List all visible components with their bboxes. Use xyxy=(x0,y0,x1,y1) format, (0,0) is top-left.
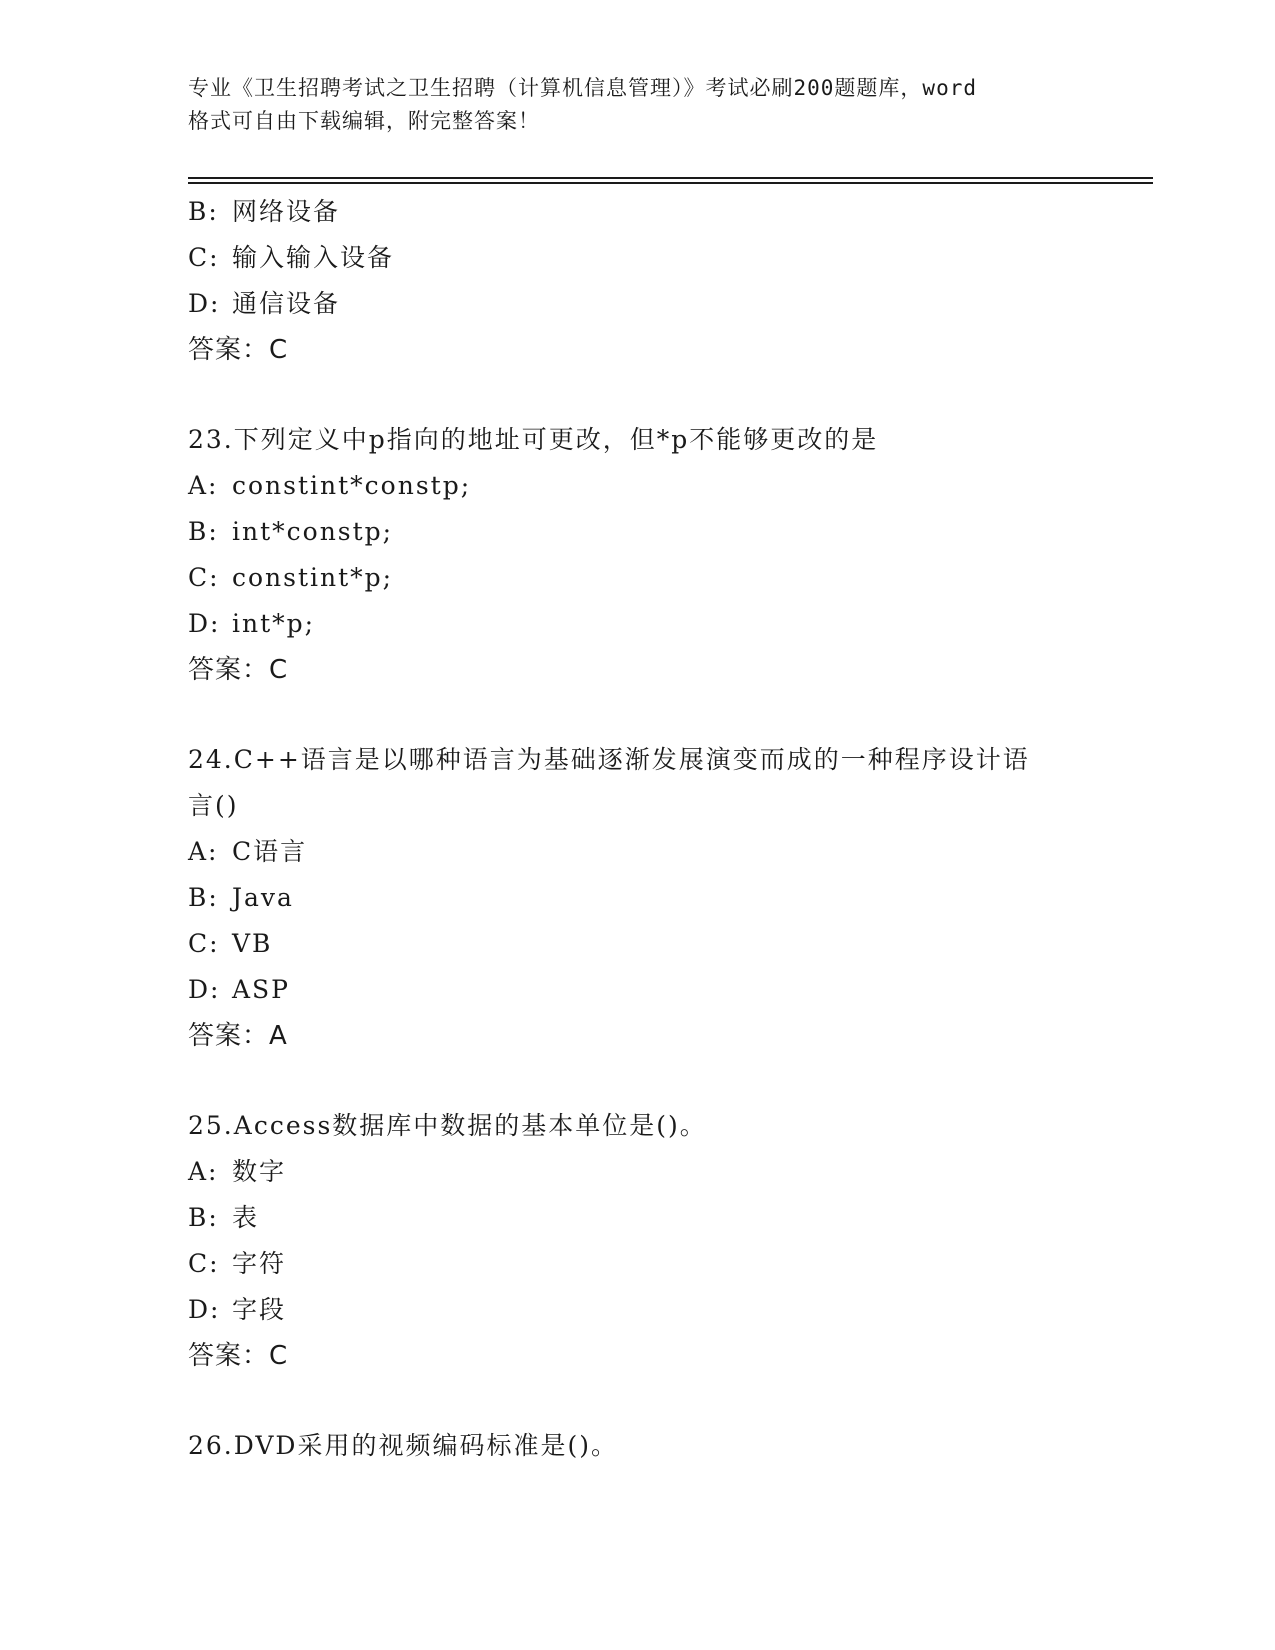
option-text: int*p; xyxy=(232,609,316,638)
option-b xyxy=(188,189,1088,235)
answer-line: 答案：A xyxy=(188,1021,288,1051)
option-text: 字段 xyxy=(232,1295,287,1324)
option-text: constint*p; xyxy=(232,563,394,592)
question-25 xyxy=(188,1103,1088,1379)
option-letter: B: xyxy=(188,197,219,226)
option-letter: D: xyxy=(188,1295,221,1324)
question-26 xyxy=(188,1423,1088,1469)
header-line-1: 专业《卫生招聘考试之卫生招聘（计算机信息管理）》考试必刷200题题库，word xyxy=(188,76,977,100)
answer-line: 答案：C xyxy=(188,655,289,685)
option-d xyxy=(188,281,1088,327)
option-letter: C: xyxy=(188,243,220,272)
option-text: constint*constp; xyxy=(232,471,472,500)
option-text: C语言 xyxy=(232,837,308,866)
document-header xyxy=(188,72,1088,138)
question-stem: 23.下列定义中p指向的地址可更改，但*p不能够更改的是 xyxy=(188,425,879,454)
option-d xyxy=(188,601,1088,647)
question-stem: 26.DVD采用的视频编码标准是()。 xyxy=(188,1431,618,1460)
option-text: Java xyxy=(232,883,294,912)
option-text: 表 xyxy=(232,1203,260,1232)
answer-line: 答案：C xyxy=(188,335,289,365)
option-letter: C: xyxy=(188,1249,220,1278)
option-letter: D: xyxy=(188,975,221,1004)
question-list xyxy=(188,189,1088,1469)
question-stem-line-1: 24.C++语言是以哪种语言为基础逐渐发展演变而成的一种程序设计语 xyxy=(188,745,1030,774)
option-text: 通信设备 xyxy=(232,289,341,318)
option-b xyxy=(188,875,1088,921)
option-letter: A: xyxy=(188,471,219,500)
option-text: ASP xyxy=(232,975,291,1004)
header-divider-top xyxy=(188,177,1153,179)
option-letter: C: xyxy=(188,563,220,592)
question-stem-line-2: 言() xyxy=(188,791,239,820)
option-letter: A: xyxy=(188,837,219,866)
option-d xyxy=(188,967,1088,1013)
option-c xyxy=(188,1241,1088,1287)
option-text: 输入输入设备 xyxy=(232,243,395,272)
option-letter: D: xyxy=(188,289,221,318)
option-letter: B: xyxy=(188,517,219,546)
option-text: 字符 xyxy=(232,1249,287,1278)
option-b xyxy=(188,1195,1088,1241)
option-letter: B: xyxy=(188,883,219,912)
option-letter: B: xyxy=(188,1203,219,1232)
option-c xyxy=(188,555,1088,601)
option-c xyxy=(188,921,1088,967)
option-letter: D: xyxy=(188,609,221,638)
header-divider-bottom xyxy=(188,182,1153,184)
question-stem: 25.Access数据库中数据的基本单位是()。 xyxy=(188,1111,707,1140)
option-a xyxy=(188,1149,1088,1195)
option-letter: C: xyxy=(188,929,220,958)
question-23 xyxy=(188,417,1088,693)
option-a xyxy=(188,463,1088,509)
option-b xyxy=(188,509,1088,555)
header-line-2: 格式可自由下载编辑，附完整答案！ xyxy=(188,109,540,133)
option-a xyxy=(188,829,1088,875)
option-c xyxy=(188,235,1088,281)
option-text: int*constp; xyxy=(232,517,394,546)
answer-line: 答案：C xyxy=(188,1341,289,1371)
question-22-continued xyxy=(188,189,1088,373)
option-letter: A: xyxy=(188,1157,219,1186)
question-24 xyxy=(188,737,1088,1059)
option-text: 数字 xyxy=(232,1157,287,1186)
option-text: 网络设备 xyxy=(232,197,341,226)
option-d xyxy=(188,1287,1088,1333)
option-text: VB xyxy=(232,929,273,958)
